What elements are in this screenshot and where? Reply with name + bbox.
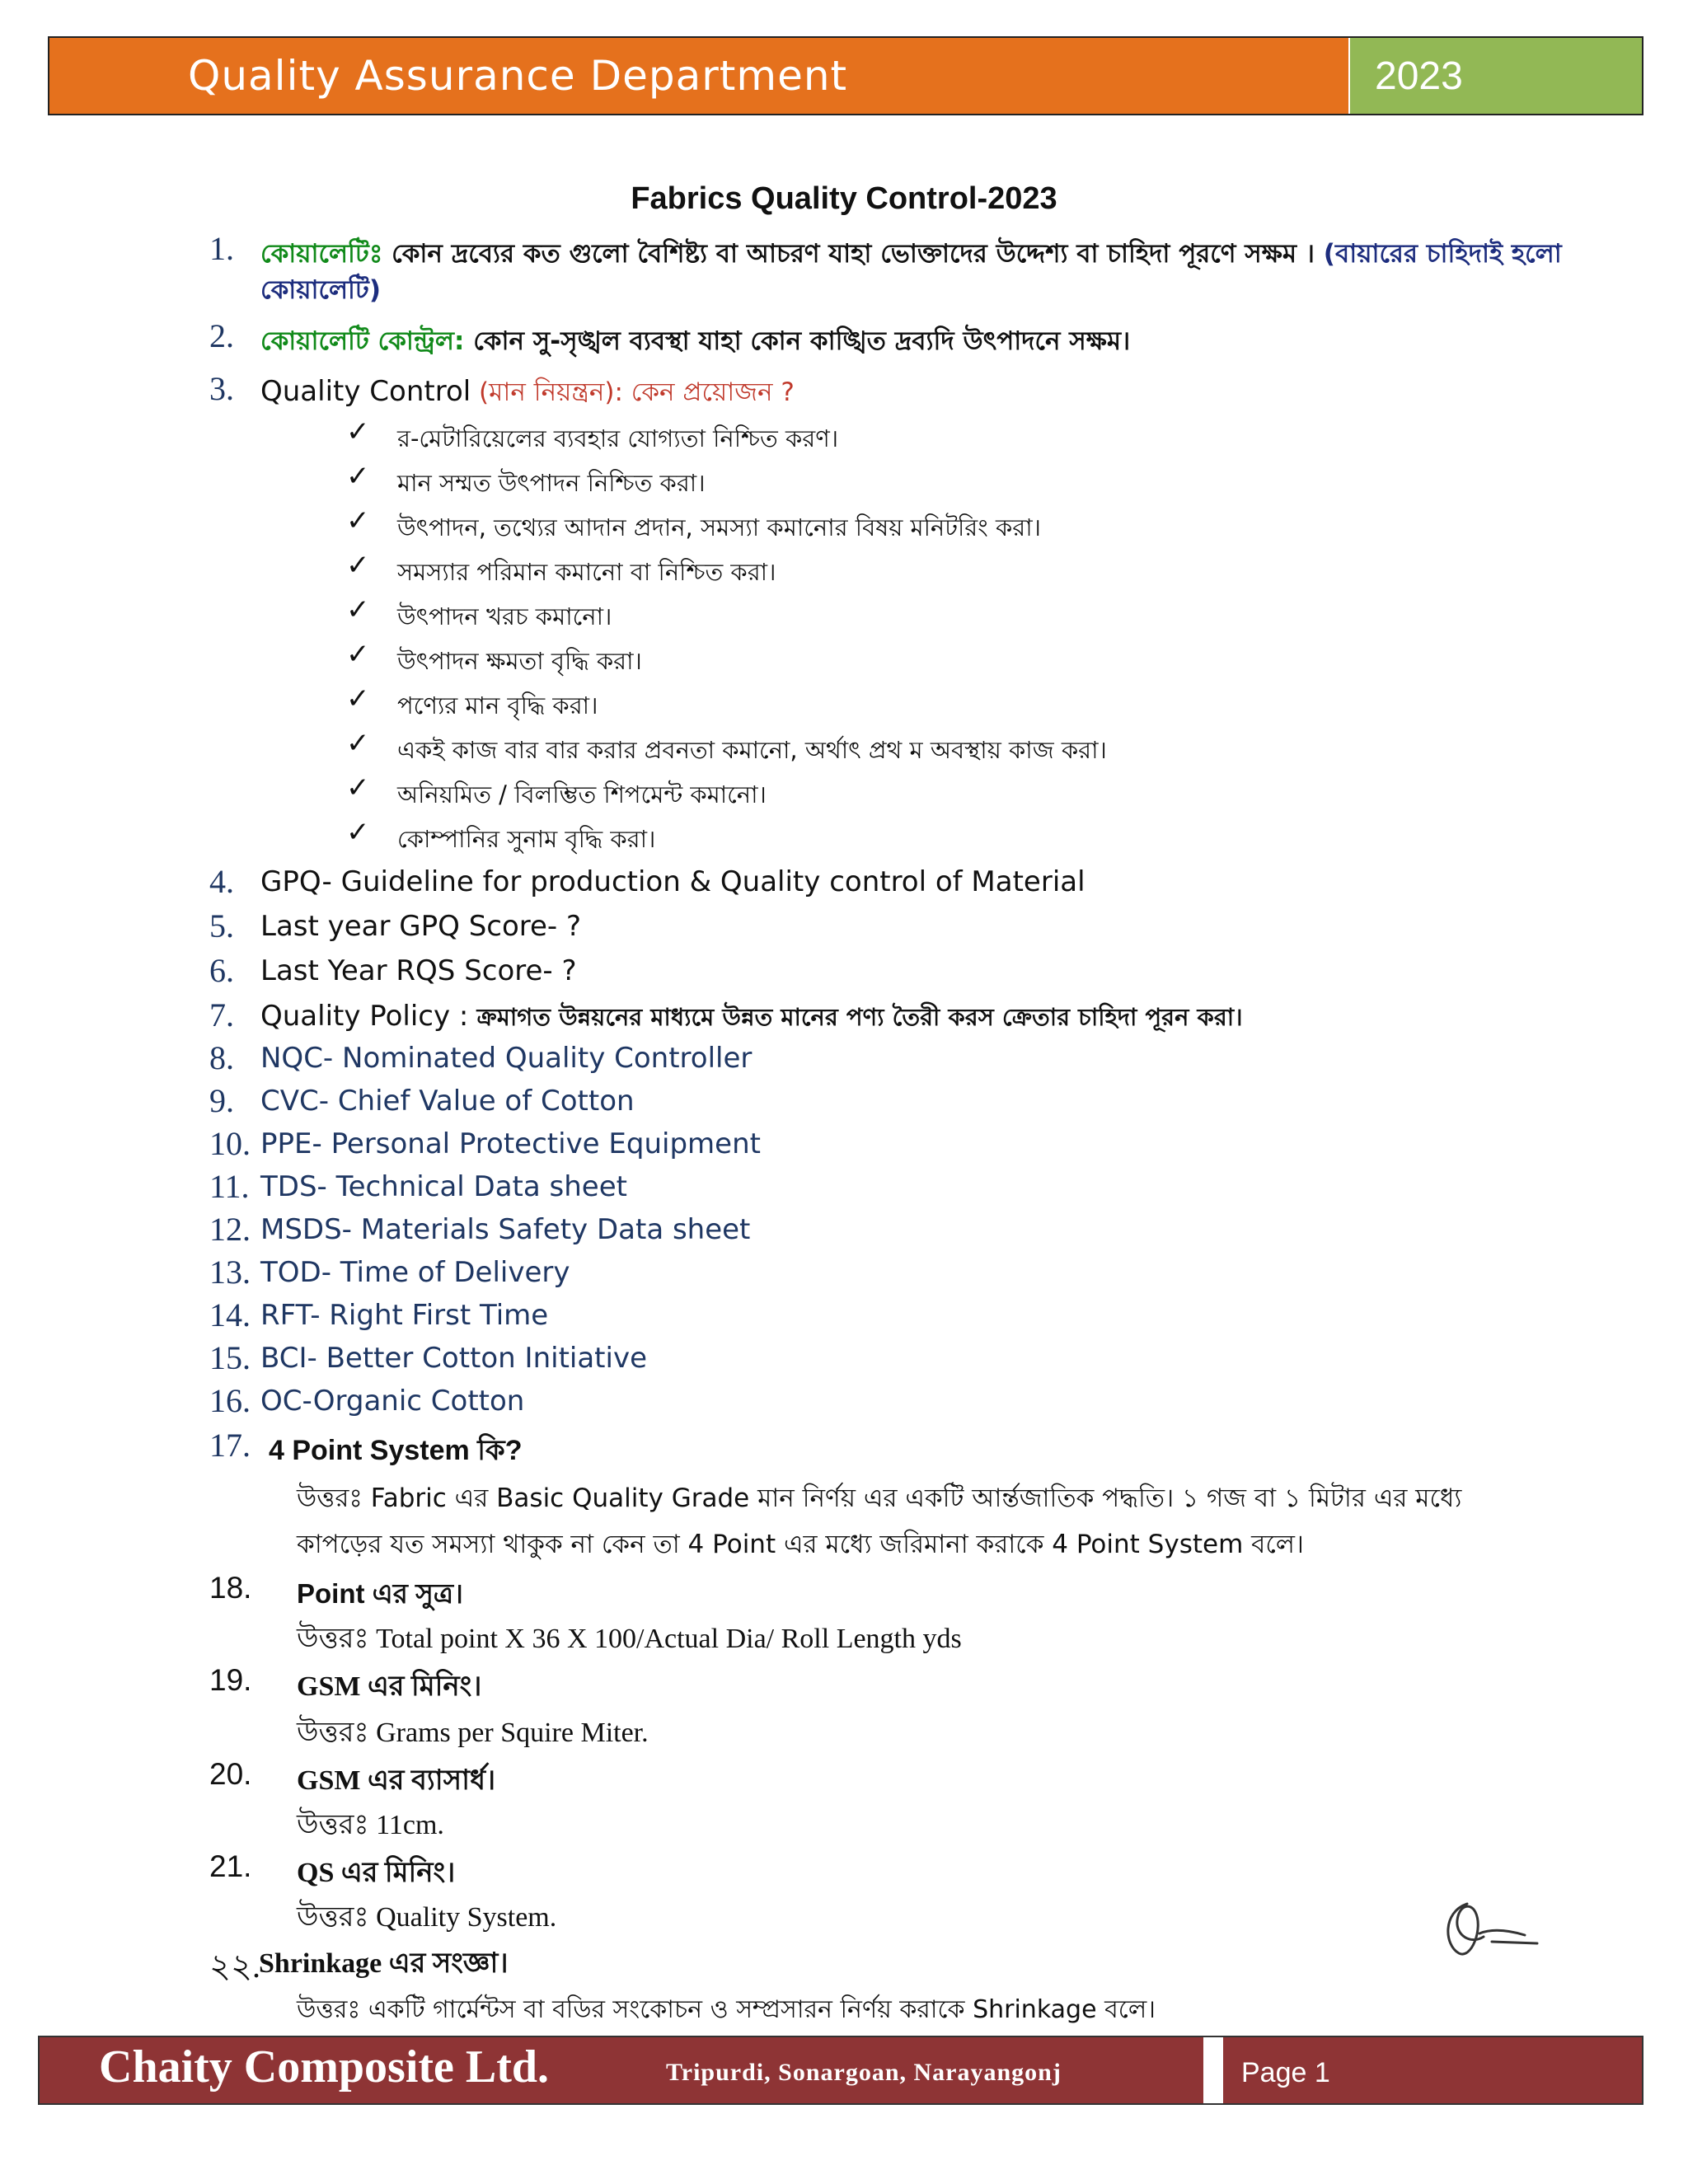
checklist-item: কোম্পানির সুনাম বৃদ্ধি করা। bbox=[397, 825, 656, 853]
check-icon: ✓ bbox=[346, 415, 370, 448]
item-6-text: Last Year RQS Score- ? bbox=[260, 954, 577, 987]
item-number-20: 20. bbox=[209, 1757, 252, 1791]
document-title: Fabrics Quality Control-2023 bbox=[631, 181, 1057, 216]
item-21-answer: উত্তরঃ Quality System. bbox=[297, 1902, 557, 1933]
item-5-text: Last year GPQ Score- ? bbox=[260, 910, 582, 943]
checklist-item: সমস্যার পরিমান কমানো বা নিশ্চিত করা। bbox=[397, 558, 776, 586]
item-11-text: TDS- Technical Data sheet bbox=[260, 1170, 627, 1203]
item-12-text: MSDS- Materials Safety Data sheet bbox=[260, 1213, 751, 1246]
item-19-answer: উত্তরঃ Grams per Squire Miter. bbox=[297, 1718, 649, 1748]
item-15-text: BCI- Better Cotton Initiative bbox=[260, 1342, 647, 1375]
item-1-text bbox=[260, 234, 1562, 277]
company-address: Tripurdi, Sonargoan, Narayangonj bbox=[666, 2059, 1062, 2086]
checklist-item: উৎপাদন, তথ্যের আদান প্রদান, সমস্যা কমানোর বিষয় মনিটরিং করা। bbox=[397, 513, 1041, 541]
item-number-10: 10. bbox=[209, 1125, 251, 1162]
item-1-note: (বায়ারের চাহিদাই হলো bbox=[1315, 239, 1562, 269]
check-icon: ✓ bbox=[346, 549, 370, 582]
check-icon: ✓ bbox=[346, 682, 370, 715]
item-2-body: কোন সু-সৃঙ্খল ব্যবস্থা যাহা কোন কাঙ্খিত দ্রব্যদি উৎপাদনে সক্ষম। bbox=[464, 326, 1131, 356]
item-18-answer: উত্তরঃ Total point X 36 X 100/Actual Dia/ Roll Length yds bbox=[297, 1624, 962, 1654]
item-17-answer-line1: উত্তরঃ Fabric এর Basic Quality Grade মান নির্ণয় এর একটি আর্ন্তজাতিক পদ্ধতি। ১ গজ বা ১ মিটার এর মধ্যে bbox=[297, 1483, 1462, 1513]
checklist-item: অনিয়মিত / বিলম্ভিত শিপমেন্ট কমানো। bbox=[397, 780, 767, 808]
item-number-22: ২২. bbox=[209, 1947, 261, 1985]
item-8-text: NQC- Nominated Quality Controller bbox=[260, 1042, 753, 1075]
check-icon: ✓ bbox=[346, 816, 370, 849]
company-name: Chaity Composite Ltd. bbox=[99, 2041, 550, 2093]
item-number-13: 13. bbox=[209, 1254, 251, 1291]
department-title: Quality Assurance Department bbox=[188, 52, 848, 100]
item-number-9: 9. bbox=[209, 1082, 234, 1119]
item-22-text: Shrinkage এর সংজ্ঞা। bbox=[259, 1948, 509, 1979]
item-number-16: 16. bbox=[209, 1382, 251, 1419]
item-number-12: 12. bbox=[209, 1211, 251, 1248]
item-1-label: কোয়ালেটিঃ bbox=[260, 239, 383, 269]
item-19-text: GSM এর মিনিং। bbox=[297, 1671, 482, 1702]
item-number-4: 4. bbox=[209, 863, 234, 900]
item-number-11: 11. bbox=[209, 1168, 250, 1205]
item-number-15: 15. bbox=[209, 1339, 251, 1376]
item-number-3: 3. bbox=[209, 370, 234, 407]
signature-graphic bbox=[1434, 1896, 1550, 1961]
item-21-text: QS এর মিনিং। bbox=[297, 1858, 456, 1888]
checklist-item: উৎপাদন খরচ কমানো। bbox=[397, 602, 612, 630]
item-3-note: (মান নিয়ন্ত্রন): কেন প্রয়োজন ? bbox=[471, 377, 795, 407]
item-3-label: Quality Control bbox=[260, 375, 471, 408]
item-2-text bbox=[260, 321, 1130, 364]
item-4-text: GPQ- Guideline for production & Quality control of Material bbox=[260, 865, 1085, 898]
item-1-note-cont: কোয়ালেটি) bbox=[260, 275, 381, 305]
check-icon: ✓ bbox=[346, 771, 370, 804]
check-icon: ✓ bbox=[346, 593, 370, 626]
item-3-text bbox=[260, 373, 795, 415]
item-9-text: CVC- Chief Value of Cotton bbox=[260, 1085, 635, 1118]
item-number-5: 5. bbox=[209, 907, 234, 944]
item-1-body: কোন দ্রব্যের কত গুলো বৈশিষ্ট্য বা আচরণ যাহা ভোক্তাদের উদ্দেশ্য বা চাহিদা পূরণে সক্ষম । bbox=[382, 239, 1315, 269]
item-20-answer: উত্তরঃ 11cm. bbox=[297, 1810, 444, 1840]
item-20-text: GSM এর ব্যাসার্ধ। bbox=[297, 1765, 496, 1796]
item-17-text: 4 Point System কি? bbox=[269, 1435, 523, 1466]
item-number-1: 1. bbox=[209, 230, 234, 267]
item-17-answer-line2: কাপড়ের যত সমস্যা থাকুক না কেন তা 4 Point এর মধ্যে জরিমানা করাকে 4 Point System বলে। bbox=[297, 1530, 1305, 1559]
checklist-item: একই কাজ বার বার করার প্রবনতা কমানো, অর্থাৎ প্রথ ম অবস্থায় কাজ করা। bbox=[397, 736, 1107, 764]
check-icon: ✓ bbox=[346, 727, 370, 760]
item-7-text bbox=[260, 999, 1243, 1039]
item-7-label: Quality Policy : bbox=[260, 1000, 469, 1033]
item-number-21: 21. bbox=[209, 1849, 252, 1883]
item-number-17: 17. bbox=[209, 1427, 251, 1464]
header-year: 2023 bbox=[1375, 54, 1463, 98]
page-number: Page 1 bbox=[1241, 2057, 1330, 2088]
checklist-item: পণ্যের মান বৃদ্ধি করা। bbox=[397, 691, 598, 719]
page-footer bbox=[38, 2036, 1643, 2105]
checklist-item: মান সম্মত উৎপাদন নিশ্চিত করা। bbox=[397, 469, 706, 497]
item-2-label: কোয়ালেটি কোন্ট্রল: bbox=[260, 326, 465, 356]
item-number-6: 6. bbox=[209, 952, 234, 989]
item-number-19: 19. bbox=[209, 1663, 252, 1697]
item-number-8: 8. bbox=[209, 1039, 234, 1076]
footer-divider bbox=[1203, 2037, 1223, 2103]
item-10-text: PPE- Personal Protective Equipment bbox=[260, 1127, 761, 1160]
item-18-text: Point এর সুত্র। bbox=[297, 1578, 463, 1609]
item-number-14: 14. bbox=[209, 1296, 251, 1333]
checklist-item: উৎপাদন ক্ষমতা বৃদ্ধি করা। bbox=[397, 647, 642, 675]
check-icon: ✓ bbox=[346, 460, 370, 493]
item-7-body: ক্রমাগত উন্নয়নের মাধ্যমে উন্নত মানের পণ্য তৈরী করস ক্রেতার চাহিদা পূরন করা। bbox=[468, 1003, 1243, 1031]
item-number-7: 7. bbox=[209, 996, 234, 1033]
item-14-text: RFT- Right First Time bbox=[260, 1299, 549, 1332]
page-header bbox=[48, 36, 1643, 115]
check-icon: ✓ bbox=[346, 638, 370, 671]
checklist-item: র-মেটারিয়েলের ব্যবহার যোগ্যতা নিশ্চিত করণ। bbox=[397, 424, 839, 452]
header-title-area bbox=[49, 38, 1348, 114]
item-16-text: OC-Organic Cotton bbox=[260, 1385, 525, 1418]
item-number-18: 18. bbox=[209, 1571, 252, 1605]
item-13-text: TOD- Time of Delivery bbox=[260, 1256, 570, 1289]
item-22-answer: উত্তরঃ একটি গার্মেন্টস বা বডির সংকোচন ও সম্প্রসারন নির্ণয় করাকে Shrinkage বলে। bbox=[297, 1995, 1156, 2024]
header-year-area bbox=[1348, 38, 1642, 114]
item-number-2: 2. bbox=[209, 317, 234, 354]
check-icon: ✓ bbox=[346, 504, 370, 537]
